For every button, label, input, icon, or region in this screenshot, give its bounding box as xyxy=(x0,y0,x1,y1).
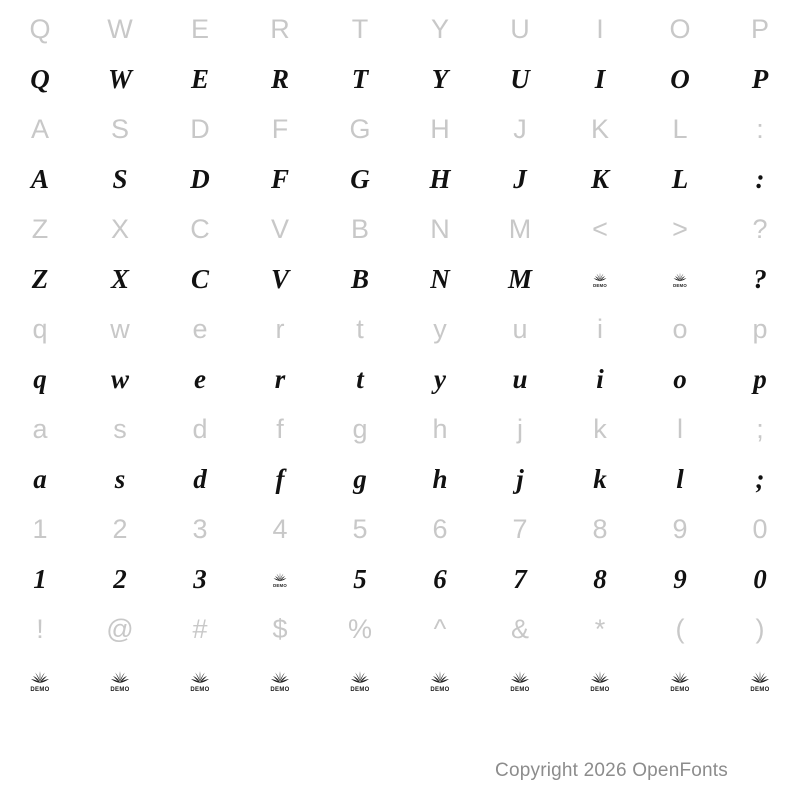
demo-leaf-mark-icon xyxy=(267,667,293,693)
demo-mark-label: DEMO xyxy=(273,584,287,589)
glyph-cell: 0 xyxy=(752,513,768,544)
glyph-cell-demo xyxy=(160,655,240,705)
glyph-cell: ? xyxy=(752,213,768,244)
glyph-cell-demo xyxy=(640,254,720,304)
glyph-cell: u xyxy=(512,363,528,394)
demo-leaf-mark-icon xyxy=(347,667,373,693)
demo-mark-label: DEMO xyxy=(673,284,687,289)
glyph-cell: Y xyxy=(430,13,449,44)
glyph-cell: 3 xyxy=(192,513,208,544)
row-qwerty-lower-reference xyxy=(0,304,800,354)
glyph-cell: ; xyxy=(755,463,765,494)
glyph-cell: B xyxy=(350,213,369,244)
glyph-cell: f xyxy=(276,413,284,444)
demo-leaf-mark-icon xyxy=(667,667,693,693)
demo-leaf-mark-icon xyxy=(187,667,213,693)
glyph-cell: : xyxy=(755,163,765,194)
glyph-cell: 1 xyxy=(33,563,47,594)
glyph-cell: N xyxy=(430,213,450,244)
glyph-cell: M xyxy=(507,263,532,294)
glyph-cell: ( xyxy=(675,613,685,644)
glyph-cell: r xyxy=(275,313,285,344)
demo-leaf-mark-icon xyxy=(671,270,690,289)
glyph-cell: F xyxy=(270,163,289,194)
glyph-cell: h xyxy=(432,463,448,494)
row-qwerty-upper-reference xyxy=(0,4,800,54)
glyph-cell: L xyxy=(671,163,689,194)
glyph-cell: Z xyxy=(31,263,49,294)
glyph-cell: 8 xyxy=(592,513,608,544)
demo-mark-label: DEMO xyxy=(750,687,770,693)
glyph-cell: T xyxy=(351,63,369,94)
glyph-cell: P xyxy=(750,13,769,44)
glyph-cell: W xyxy=(107,13,133,44)
glyph-cell: D xyxy=(190,113,210,144)
glyph-cell: U xyxy=(510,13,530,44)
row-asdf-upper-specimen xyxy=(0,154,800,204)
glyph-cell: B xyxy=(350,263,369,294)
glyph-cell: l xyxy=(677,413,683,444)
glyph-cell: % xyxy=(347,613,372,644)
demo-mark-label: DEMO xyxy=(593,284,607,289)
glyph-cell: w xyxy=(110,363,129,394)
glyph-cell: O xyxy=(669,13,691,44)
glyph-cell: J xyxy=(513,113,527,144)
demo-leaf-mark-icon xyxy=(591,270,610,289)
glyph-cell: h xyxy=(432,413,448,444)
glyph-cell: Y xyxy=(431,63,449,94)
row-zxcv-upper-specimen xyxy=(0,254,800,304)
glyph-cell: X xyxy=(110,263,129,294)
glyph-cell: D xyxy=(190,163,210,194)
glyph-cell: W xyxy=(107,63,132,94)
glyph-cell: H xyxy=(429,163,451,194)
glyph-cell: y xyxy=(433,313,447,344)
glyph-cell: N xyxy=(430,263,450,294)
glyph-cell: I xyxy=(596,13,604,44)
glyph-cell: 3 xyxy=(193,563,207,594)
glyph-cell: > xyxy=(672,213,688,244)
glyph-cell: r xyxy=(274,363,286,394)
demo-mark-label: DEMO xyxy=(350,687,370,693)
row-symbols-specimen xyxy=(0,654,800,706)
glyph-cell: o xyxy=(672,313,688,344)
demo-mark-label: DEMO xyxy=(30,687,50,693)
glyph-cell: u xyxy=(512,313,528,344)
glyph-cell-demo xyxy=(0,655,80,705)
demo-leaf-mark-icon xyxy=(107,667,133,693)
glyph-cell: p xyxy=(752,313,768,344)
row-digits-reference xyxy=(0,504,800,554)
glyph-cell: 7 xyxy=(513,563,527,594)
glyph-cell: < xyxy=(592,213,608,244)
glyph-cell: a xyxy=(32,413,48,444)
demo-mark-label: DEMO xyxy=(190,687,210,693)
glyph-cell: j xyxy=(517,413,523,444)
glyph-cell: 2 xyxy=(112,513,128,544)
glyph-cell: k xyxy=(593,413,607,444)
glyph-cell: 8 xyxy=(593,563,607,594)
glyph-cell: A xyxy=(30,113,49,144)
glyph-cell: s xyxy=(114,463,126,494)
glyph-cell: d xyxy=(193,463,207,494)
glyph-cell: C xyxy=(190,263,209,294)
glyph-cell: 9 xyxy=(672,513,688,544)
glyph-cell: ; xyxy=(756,413,764,444)
glyph-cell: ! xyxy=(36,613,44,644)
demo-mark-label: DEMO xyxy=(430,687,450,693)
glyph-cell-demo xyxy=(320,655,400,705)
demo-mark-label: DEMO xyxy=(510,687,530,693)
glyph-cell: 2 xyxy=(113,563,127,594)
row-qwerty-upper-specimen xyxy=(0,54,800,104)
glyph-cell: M xyxy=(508,213,532,244)
glyph-cell: 1 xyxy=(32,513,48,544)
glyph-cell: 0 xyxy=(753,563,767,594)
copyright-notice: Copyright 2026 OpenFonts xyxy=(495,760,728,781)
glyph-cell-demo xyxy=(720,655,800,705)
glyph-cell: G xyxy=(349,113,371,144)
glyph-cell: H xyxy=(430,113,450,144)
glyph-cell: @ xyxy=(106,613,134,644)
glyph-cell: 9 xyxy=(673,563,687,594)
row-zxcv-upper-reference xyxy=(0,204,800,254)
glyph-cell: J xyxy=(513,163,527,194)
glyph-cell: Q xyxy=(29,13,51,44)
glyph-cell: S xyxy=(110,113,129,144)
glyph-cell: U xyxy=(510,63,530,94)
row-symbols-reference xyxy=(0,604,800,654)
glyph-cell: a xyxy=(33,463,47,494)
glyph-cell: q xyxy=(32,313,48,344)
demo-leaf-mark-icon xyxy=(507,667,533,693)
glyph-cell: K xyxy=(590,113,609,144)
glyph-cell: j xyxy=(516,463,524,494)
glyph-cell: 6 xyxy=(432,513,448,544)
glyph-cell: e xyxy=(194,363,206,394)
glyph-cell: K xyxy=(590,163,609,194)
glyph-cell: Q xyxy=(30,63,50,94)
demo-leaf-mark-icon xyxy=(747,667,773,693)
glyph-cell: E xyxy=(190,63,209,94)
glyph-cell: s xyxy=(113,413,127,444)
glyph-cell: R xyxy=(270,63,289,94)
glyph-cell: O xyxy=(670,63,690,94)
glyph-cell: F xyxy=(271,113,289,144)
glyph-cell: g xyxy=(352,413,368,444)
glyph-cell: V xyxy=(270,263,289,294)
glyph-cell: S xyxy=(112,163,128,194)
demo-leaf-mark-icon xyxy=(427,667,453,693)
row-asdf-lower-specimen xyxy=(0,454,800,504)
glyph-cell-demo xyxy=(480,655,560,705)
glyph-cell: V xyxy=(270,213,289,244)
demo-leaf-mark-icon xyxy=(27,667,53,693)
glyph-cell: 6 xyxy=(433,563,447,594)
glyph-cell: & xyxy=(510,613,529,644)
glyph-cell: ? xyxy=(753,263,767,294)
glyph-cell: Z xyxy=(31,213,49,244)
glyph-cell: i xyxy=(597,313,603,344)
glyph-cell: * xyxy=(594,613,606,644)
demo-mark-label: DEMO xyxy=(270,687,290,693)
glyph-cell-demo xyxy=(240,655,320,705)
glyph-cell: g xyxy=(353,463,367,494)
glyph-cell: : xyxy=(756,113,764,144)
glyph-cell: t xyxy=(356,313,364,344)
glyph-cell: f xyxy=(275,463,285,494)
demo-mark-label: DEMO xyxy=(110,687,130,693)
demo-leaf-mark-icon xyxy=(271,570,290,589)
glyph-cell: t xyxy=(356,363,364,394)
glyph-cell: 5 xyxy=(352,513,368,544)
row-asdf-upper-reference xyxy=(0,104,800,154)
row-digits-specimen xyxy=(0,554,800,604)
demo-leaf-mark-icon xyxy=(587,667,613,693)
glyph-cell: o xyxy=(673,363,687,394)
glyph-cell: T xyxy=(351,13,369,44)
glyph-cell: $ xyxy=(272,613,288,644)
glyph-cell: A xyxy=(30,163,49,194)
glyph-cell: 4 xyxy=(272,513,288,544)
glyph-cell: e xyxy=(192,313,208,344)
glyph-cell: 7 xyxy=(512,513,528,544)
row-qwerty-lower-specimen xyxy=(0,354,800,404)
glyph-cell: p xyxy=(753,363,767,394)
glyph-cell: X xyxy=(110,213,129,244)
glyph-cell: ) xyxy=(755,613,765,644)
glyph-cell-demo xyxy=(240,554,320,604)
glyph-cell: R xyxy=(270,13,290,44)
glyph-cell-demo xyxy=(400,655,480,705)
glyph-cell-demo xyxy=(560,655,640,705)
glyph-cell: q xyxy=(33,363,47,394)
glyph-cell: E xyxy=(190,13,209,44)
glyph-cell: I xyxy=(594,63,606,94)
glyph-cell: # xyxy=(192,613,208,644)
glyph-cell: l xyxy=(676,463,684,494)
demo-mark-label: DEMO xyxy=(670,687,690,693)
glyph-cell: k xyxy=(593,463,607,494)
glyph-cell: 5 xyxy=(353,563,367,594)
glyph-cell-demo xyxy=(560,254,640,304)
glyph-cell: i xyxy=(596,363,604,394)
glyph-cell: y xyxy=(434,363,446,394)
glyph-cell: G xyxy=(350,163,370,194)
glyph-cell-demo xyxy=(80,655,160,705)
glyph-cell: d xyxy=(192,413,208,444)
glyph-cell-demo xyxy=(640,655,720,705)
glyph-cell: P xyxy=(751,63,769,94)
glyph-cell: L xyxy=(672,113,688,144)
row-asdf-lower-reference xyxy=(0,404,800,454)
glyph-cell: ^ xyxy=(433,613,447,644)
glyph-cell: C xyxy=(190,213,210,244)
glyph-cell: w xyxy=(110,313,130,344)
demo-mark-label: DEMO xyxy=(590,687,610,693)
